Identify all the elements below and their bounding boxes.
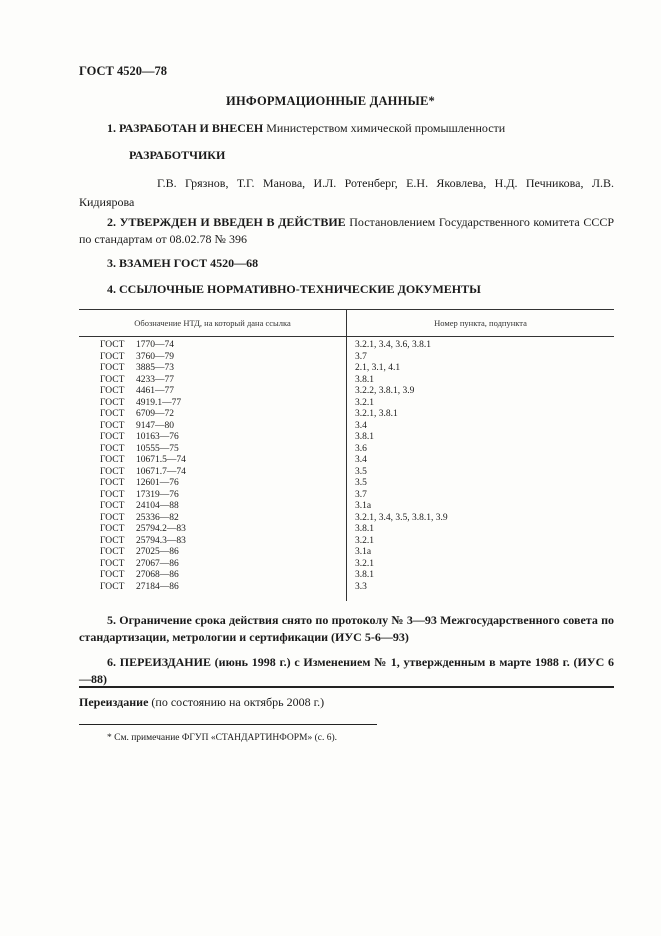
row-doc-prefix: ГОСТ bbox=[100, 478, 125, 488]
row-doc-number: 6709—72 bbox=[136, 409, 174, 419]
footnote: * См. примечание ФГУП «СТАНДАРТИНФОРМ» (с. 6). bbox=[107, 733, 338, 743]
table-row bbox=[79, 386, 614, 398]
row-doc-number: 27025—86 bbox=[136, 547, 179, 557]
row-clause-ref: 3.4 bbox=[355, 420, 367, 431]
row-doc-number: 17319—76 bbox=[136, 489, 179, 500]
table-row bbox=[79, 513, 614, 525]
table-row bbox=[79, 409, 614, 421]
row-doc-number: 27068—86 bbox=[136, 570, 179, 580]
table-row bbox=[79, 432, 614, 444]
table-row bbox=[79, 570, 614, 582]
row-clause-ref: 3.4 bbox=[355, 455, 367, 465]
table-row bbox=[79, 398, 614, 410]
table-row bbox=[79, 524, 614, 536]
row-clause-ref: 3.8.1 bbox=[355, 524, 374, 534]
row-doc-number: 25336—82 bbox=[136, 512, 179, 523]
table-row bbox=[79, 582, 614, 594]
row-doc-prefix: ГОСТ bbox=[100, 455, 125, 465]
item-1-heading: 1. РАЗРАБОТАН И ВНЕСЕН bbox=[107, 121, 264, 135]
item-3: 3. ВЗАМЕН ГОСТ 4520—68 bbox=[107, 256, 259, 270]
footnote-rule bbox=[79, 724, 377, 725]
row-doc-number: 3760—79 bbox=[136, 351, 174, 362]
row-clause-ref: 3.7 bbox=[355, 351, 367, 362]
reissue-text: (по состоянию на октябрь 2008 г.) bbox=[148, 695, 325, 709]
info-section-title: ИНФОРМАЦИОННЫЕ ДАННЫЕ* bbox=[226, 94, 435, 108]
item-2-heading: 2. УТВЕРЖДЕН И ВВЕДЕН В ДЕЙСТВИЕ bbox=[107, 215, 346, 229]
row-doc-number: 1770—74 bbox=[136, 340, 174, 350]
row-doc-number: 27067—86 bbox=[136, 558, 179, 569]
developers-label: РАЗРАБОТЧИКИ bbox=[129, 148, 226, 162]
row-doc-prefix: ГОСТ bbox=[100, 409, 125, 419]
item-1-text: Министерством химической промышленности bbox=[263, 121, 506, 135]
document-code: ГОСТ 4520—78 bbox=[79, 64, 168, 78]
row-doc-prefix: ГОСТ bbox=[100, 443, 125, 454]
row-doc-prefix: ГОСТ bbox=[100, 397, 125, 408]
table-row bbox=[79, 352, 614, 364]
row-doc-number: 24104—88 bbox=[136, 501, 179, 511]
row-doc-prefix: ГОСТ bbox=[100, 340, 125, 350]
developers-names: Г.В. Грязнов, Т.Г. Манова, И.Л. Ротенберг, Е.Н. Яковлева, Н.Д. Печникова, Л.В. Кидиярова bbox=[79, 176, 614, 209]
row-doc-prefix: ГОСТ bbox=[100, 489, 125, 500]
row-doc-prefix: ГОСТ bbox=[100, 466, 125, 477]
table-row bbox=[79, 375, 614, 387]
row-doc-prefix: ГОСТ bbox=[100, 558, 125, 569]
row-doc-prefix: ГОСТ bbox=[100, 581, 125, 592]
row-doc-number: 25794.2—83 bbox=[136, 524, 186, 534]
row-doc-prefix: ГОСТ bbox=[100, 524, 125, 534]
table-row bbox=[79, 536, 614, 548]
row-doc-number: 10555—75 bbox=[136, 443, 179, 454]
row-clause-ref: 3.3 bbox=[355, 581, 367, 592]
row-doc-number: 27184—86 bbox=[136, 581, 179, 592]
table-row bbox=[79, 340, 614, 352]
row-doc-prefix: ГОСТ bbox=[100, 374, 125, 385]
table-row bbox=[79, 421, 614, 433]
row-doc-prefix: ГОСТ bbox=[100, 570, 125, 580]
row-doc-prefix: ГОСТ bbox=[100, 386, 125, 396]
row-clause-ref: 3.2.1 bbox=[355, 535, 374, 546]
item-4: 4. ССЫЛОЧНЫЕ НОРМАТИВНО-ТЕХНИЧЕСКИЕ ДОКУМЕНТЫ bbox=[107, 282, 481, 296]
reissue-note bbox=[79, 695, 324, 710]
row-doc-prefix: ГОСТ bbox=[100, 351, 125, 362]
row-clause-ref: 3.6 bbox=[355, 443, 367, 454]
row-clause-ref: 3.1a bbox=[355, 501, 372, 511]
row-doc-number: 10671.7—74 bbox=[136, 466, 186, 477]
row-doc-number: 9147—80 bbox=[136, 420, 174, 431]
row-doc-number: 3885—73 bbox=[136, 363, 174, 373]
item-5: 5. Ограничение срока действия снято по протоколу № 3—93 Межгосударственного совета по стандартизации, метрологии и сертификации (ИУС 5-6—93) bbox=[79, 613, 614, 644]
row-doc-number: 4233—77 bbox=[136, 374, 174, 385]
row-doc-number: 25794.3—83 bbox=[136, 535, 186, 546]
row-clause-ref: 3.2.1, 3.8.1 bbox=[355, 409, 398, 419]
row-clause-ref: 3.5 bbox=[355, 478, 367, 488]
row-doc-prefix: ГОСТ bbox=[100, 547, 125, 557]
references-table bbox=[79, 309, 614, 601]
table-header-document: Обозначение НТД, на который дана ссылка bbox=[134, 318, 291, 328]
table-row bbox=[79, 363, 614, 375]
table-row bbox=[79, 490, 614, 502]
row-clause-ref: 3.2.1, 3.4, 3.6, 3.8.1 bbox=[355, 340, 431, 350]
row-clause-ref: 3.2.2, 3.8.1, 3.9 bbox=[355, 386, 415, 396]
row-doc-prefix: ГОСТ bbox=[100, 501, 125, 511]
row-clause-ref: 3.1a bbox=[355, 547, 372, 557]
row-clause-ref: 3.2.1 bbox=[355, 558, 374, 569]
row-doc-number: 10163—76 bbox=[136, 432, 179, 442]
row-doc-number: 12601—76 bbox=[136, 478, 179, 488]
row-doc-number: 10671.5—74 bbox=[136, 455, 186, 465]
table-row bbox=[79, 478, 614, 490]
row-doc-prefix: ГОСТ bbox=[100, 512, 125, 523]
reissue-label: Переиздание bbox=[79, 695, 149, 709]
item-6: 6. ПЕРЕИЗДАНИЕ (июнь 1998 г.) с Изменением № 1, утвержденным в марте 1988 г. (ИУС 6—88) bbox=[79, 655, 614, 686]
row-clause-ref: 2.1, 3.1, 4.1 bbox=[355, 363, 401, 373]
row-clause-ref: 3.2.1, 3.4, 3.5, 3.8.1, 3.9 bbox=[355, 512, 448, 523]
row-doc-number: 4461—77 bbox=[136, 386, 174, 396]
row-clause-ref: 3.8.1 bbox=[355, 570, 374, 580]
row-clause-ref: 3.8.1 bbox=[355, 432, 374, 442]
table-header-clause: Номер пункта, подпункта bbox=[434, 318, 527, 328]
row-doc-prefix: ГОСТ bbox=[100, 432, 125, 442]
row-doc-prefix: ГОСТ bbox=[100, 420, 125, 431]
row-clause-ref: 3.7 bbox=[355, 489, 367, 500]
row-clause-ref: 3.2.1 bbox=[355, 397, 374, 408]
table-row bbox=[79, 467, 614, 479]
row-doc-prefix: ГОСТ bbox=[100, 363, 125, 373]
item-2 bbox=[79, 214, 614, 248]
section-rule bbox=[79, 686, 614, 688]
table-row bbox=[79, 444, 614, 456]
table-row bbox=[79, 547, 614, 559]
table-row bbox=[79, 455, 614, 467]
item-2-text: Постановлением Государственного комитета СССР по стандартам от 08.02.78 № 396 bbox=[79, 215, 614, 246]
item-1 bbox=[107, 121, 505, 136]
row-doc-number: 4919.1—77 bbox=[136, 397, 182, 408]
row-doc-prefix: ГОСТ bbox=[100, 535, 125, 546]
row-clause-ref: 3.5 bbox=[355, 466, 367, 477]
table-row bbox=[79, 501, 614, 513]
table-row bbox=[79, 559, 614, 571]
table-body bbox=[79, 340, 614, 593]
row-clause-ref: 3.8.1 bbox=[355, 374, 374, 385]
